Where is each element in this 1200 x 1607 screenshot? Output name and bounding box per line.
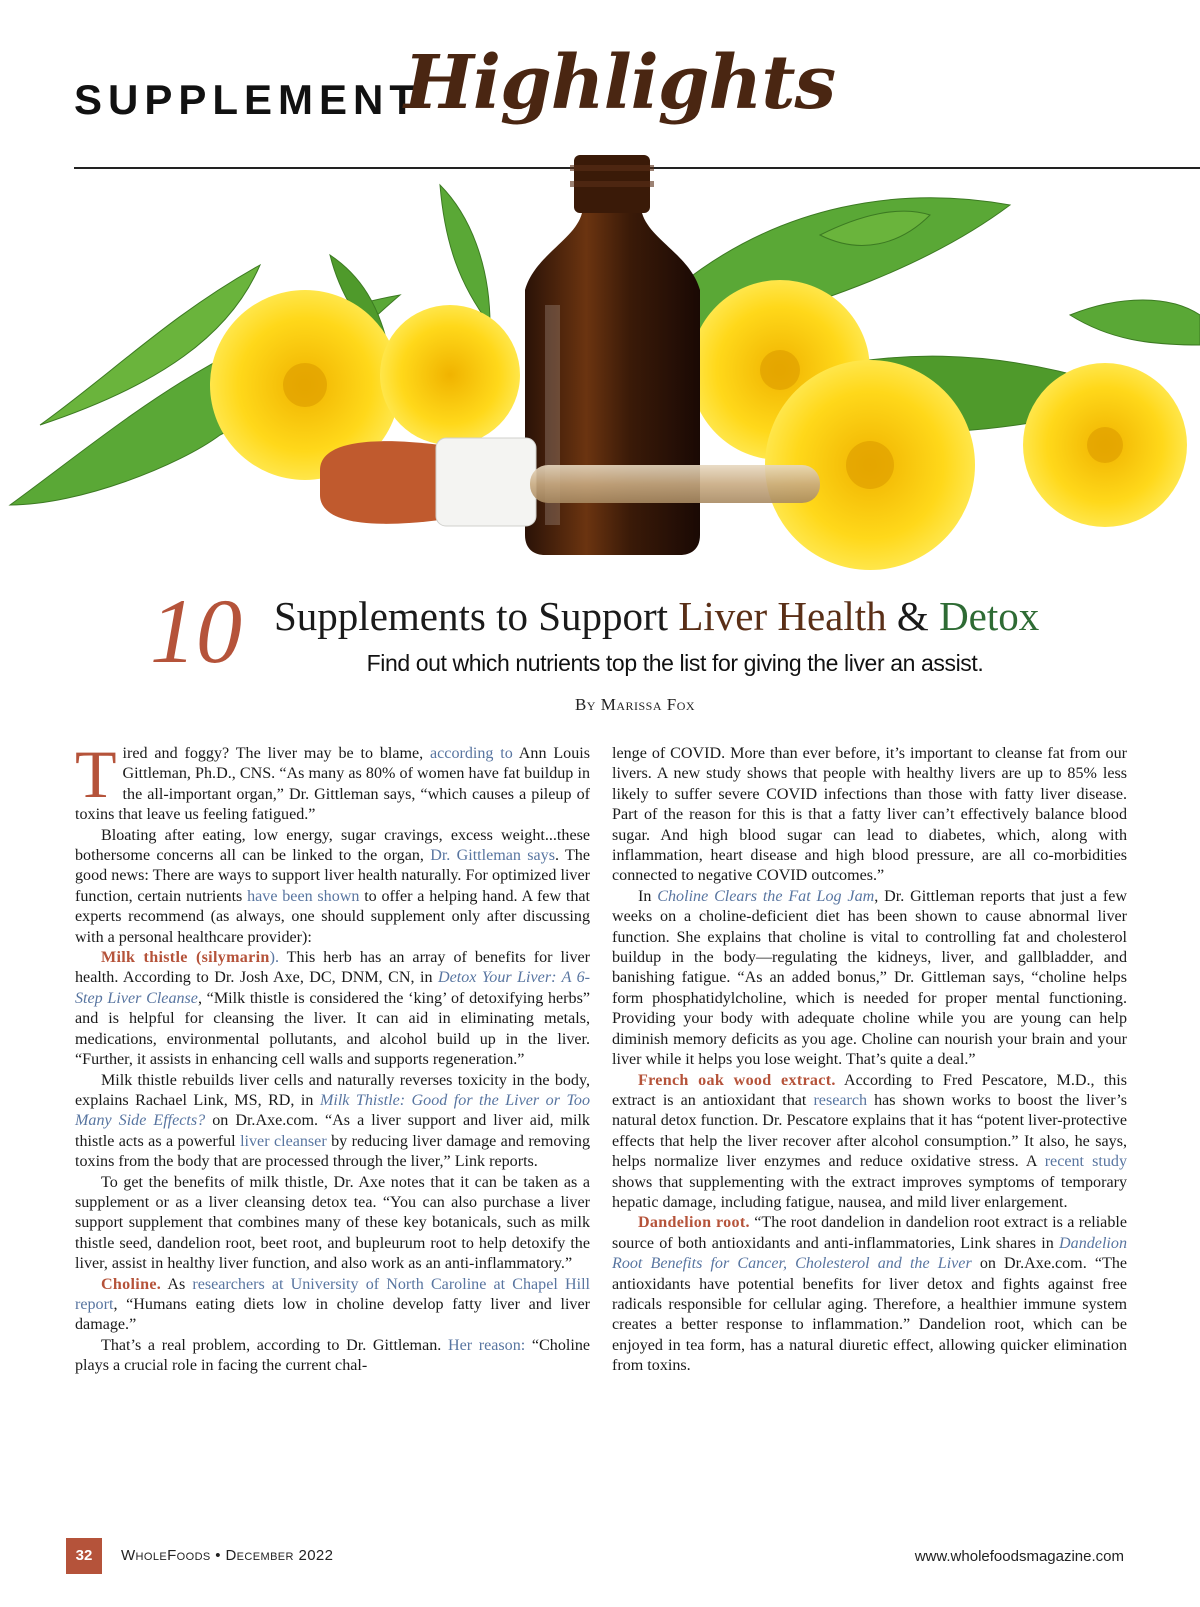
text-run: , “Humans eating diets low in choline develop fatty liver and liver damage.” [75,1295,590,1334]
paragraph [612,887,1127,1071]
text-run: “The root dandelion in dandelion root extract is a reliable source of both antioxidants and anti-inflammatories, Link shares in [612,1214,1127,1252]
text-run: Milk thistle rebuilds liver cells and naturally reverses toxicity in the body, explains Rachael Link, MS, RD, in [75,1071,590,1109]
link-milk-thistle-article[interactable]: Milk Thistle: Good for the Liver or Too Many Side Effects? [75,1091,591,1130]
title-part-1: Supplements to Support [274,593,679,639]
subhead-choline: Choline. [101,1275,162,1293]
drop-cap: T [75,736,117,812]
left-column [75,736,591,1377]
paragraph: lenge of COVID. More than ever before, it’s important to cleanse fat from our livers. A new study shows that people with healthy livers are up to 85% less likely to suffer severe COVID infections than those with fatty liver disease. Part of the reason for this is that a fatty liver can’t effectively balance blood sugar. And high blood sugar can lead to diabetes, which, along with inflammation, heart disease and high blood pressure, are all co-morbidities connected to negative COVID outcomes.” [612,745,1127,885]
text-run: This herb has an array of benefits for liver health. According to Dr. Josh Axe, DC, DNM, CN, in [75,949,590,987]
link-according-to[interactable]: according to [430,745,513,762]
article-deck: Find out which nutrients top the list for giving the liver an assist. [366,650,984,676]
title-part-4: Detox [939,593,1040,639]
section-label: SUPPLEMENT [74,76,422,123]
byline: By Marissa Fox [574,695,696,714]
text-run: According to Fred Pescatore, M.D., this extract is an antioxidant that [612,1071,1127,1109]
subhead-french-oak: French oak wood extract. [638,1071,836,1089]
link-detox-your-liver[interactable]: Detox Your Liver: A 6-Step Liver Cleanse [75,969,590,1007]
link-research[interactable]: research [813,1091,868,1109]
footer-website[interactable]: www.wholefoodsmagazine.com [914,1548,1124,1565]
text-run: has shown works to boost the liver’s natural detox function. Dr. Pescatore explains that it has “potent liver-protective effects that help the liver recover after alcohol consumption.” It also, he says, helps normalize liver enzymes and reduce oxidative stress. A [612,1091,1127,1171]
paragraph [75,736,590,826]
page-number: 32 [66,1538,102,1574]
paragraph [612,1213,1127,1376]
title-part-3: & [886,593,940,639]
link-silymarin[interactable]: ). [269,949,279,967]
link-choline-clears-fat[interactable]: Choline Clears the Fat Log Jam [657,887,875,905]
paragraph [612,1071,1127,1214]
footer-magazine-issue: WholeFoods • December 2022 [121,1547,334,1564]
text-run: . The good news: There are ways to support liver health naturally. For optimized liver function, certain nutrients [75,847,591,905]
right-column [612,744,1127,1377]
link-dandelion-root-benefits[interactable]: Dandelion Root Benefits for Cancer, Cholesterol and the Liver [612,1234,1127,1273]
section-script-title: Highlights [404,40,836,126]
paragraph [75,1071,590,1173]
paragraph [75,948,590,1070]
subhead-dandelion-root: Dandelion root. [638,1214,750,1232]
hero-photo [0,145,1200,570]
title-part-2: Liver Health [678,593,887,639]
text-run: by reducing liver damage and removing toxins from the body that are processed through the liver,” Link reports. [75,1132,590,1171]
list-number: 10 [150,580,242,682]
link-have-been-shown[interactable]: have been shown [247,887,360,905]
paragraph [75,1275,590,1336]
link-her-reason[interactable]: Her reason: [447,1336,526,1354]
text-run: on Dr.Axe.com. “As a liver support and liver aid, milk thistle acts as a powerful [75,1112,590,1150]
paragraph: To get the benefits of milk thistle, Dr. Axe notes that it can be taken as a supplement or as a liver cleansing detox tea. “You can also purchase a liver support supplement that combines many of these key botanicals, such as milk thistle seed, dandelion root, beet root, and bupleurum root to help detoxify the liver, assist in healthy liver function, and also work as an anti-inflammatory.” [75,1173,590,1273]
paragraph [75,826,590,948]
text-run: That’s a real problem, according to Dr. Gittleman. [101,1336,448,1354]
text-run: ired and foggy? The liver may be to blame, [122,745,431,762]
text-run: In [638,887,658,905]
text-run: on Dr.Axe.com. “The antioxidants have potential benefits for liver detox and fights against free radicals responsible for cellular aging. Therefore, a healthier immune system creates a better response to inflammation.” Dandelion root, which can be enjoyed in tea form, has a natural diuretic effect, allowing quicker elimination from toxins. [612,1255,1128,1375]
text-run: , “Milk thistle is considered the ‘king’ of detoxifying herbs” and is helpful for cleansing the liver. It can aid in eliminating metals, medications, environmental pollutants, and alcohol build up in the liver. “Further, it assists in enhancing cell walls and supports regeneration.” [75,989,590,1069]
link-dr-gittleman-says[interactable]: Dr. Gittleman says [430,847,555,865]
text-run: to offer a helping hand. A few that experts recommend (as always, one should supplement only after discussing with a personal healthcare provider): [75,887,590,946]
article-title [274,592,1039,640]
link-unc-researchers[interactable]: researchers at University of North Caroline at Chapel Hill report [75,1275,591,1313]
subhead-milk-thistle: Milk thistle (silymarin [101,949,270,967]
text-run: “Choline plays a crucial role in facing the current chal- [75,1336,591,1375]
text-run: Ann Louis Gittleman, Ph.D., CNS. “As many as 80% of women have fat buildup in the all-important organ,” Dr. Gittleman says, “which causes a pileup of toxins that leave us feeling fatigued.” [75,745,590,824]
link-liver-cleanser[interactable]: liver cleanser [240,1132,327,1150]
link-recent-study[interactable]: recent study [1044,1153,1127,1171]
text-run: As [161,1275,193,1293]
paragraph [75,1336,590,1377]
text-run: shows that supplementing with the extract improves symptoms of temporary hepatic damage, including fatigue, nausea, and mild liver enlargement. [612,1173,1127,1211]
text-run: , Dr. Gittleman reports that just a few weeks on a choline-deficient diet has been shown to cause abnormal liver function. She explains that choline is vital to controlling fat and cholesterol buildup in the body—regulating the kidneys, liver, and gallbladder, and banishing fatigue. “As an added bonus,” Dr. Gittleman says, “choline helps form phosphatidylcholine, which is needed for proper mental functioning. Providing your body with adequate choline while you are young can help diminish memory deficits as you age. Choline can nourish your brain and your liver while it helps you lose weight. That’s quite a deal.” [612,887,1128,1069]
section-header [74,40,1124,160]
text-run: Bloating after eating, low energy, sugar cravings, excess weight...these bothersome concerns all can be linked to the organ, [75,826,590,865]
